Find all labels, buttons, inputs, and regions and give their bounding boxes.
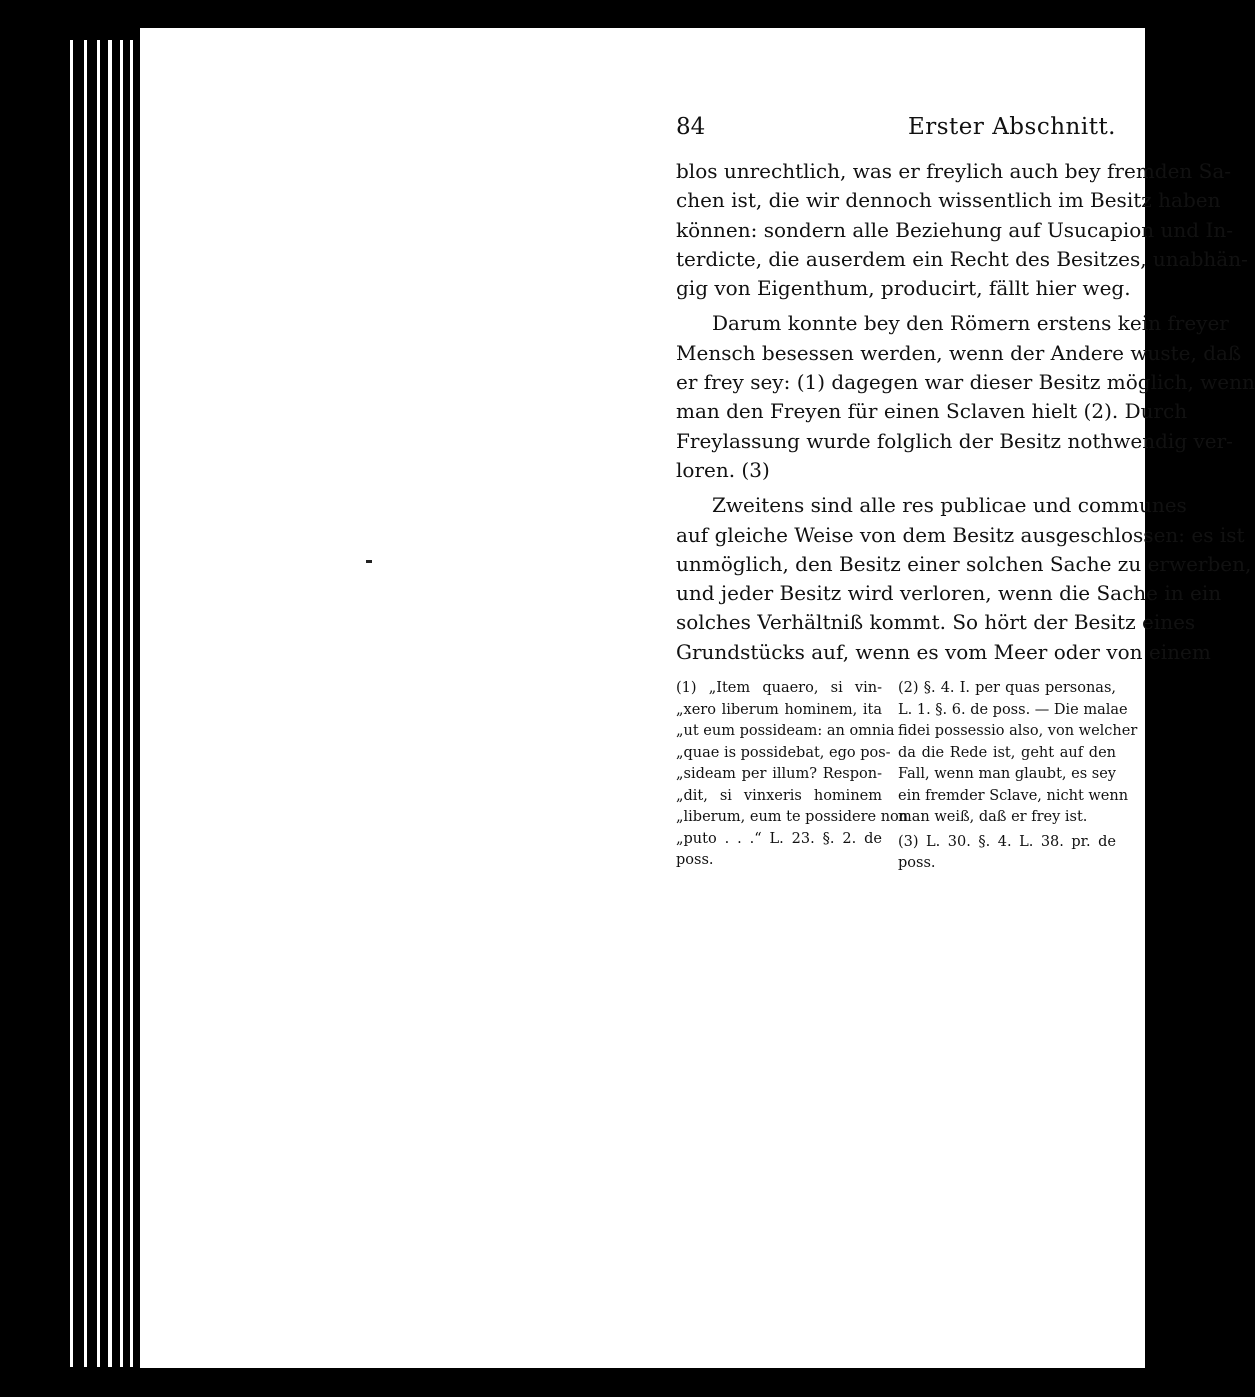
footnote [898, 832, 1116, 875]
page-edge [120, 40, 123, 1367]
running-head: Erster Abschnitt. [907, 114, 1116, 140]
footnote-line: man weiß, daß er frey ist. [898, 809, 1088, 825]
text-line: er frey sey: (1) dagegen war dieser Besitz möglich, wenn [676, 370, 1255, 395]
footnote-line: (3) L. 30. §. 4. L. 38. pr. de [898, 833, 1116, 850]
text-line: terdicte, die auserdem ein Recht des Besitzes, unabhän- [676, 246, 1248, 271]
text-line: gig von Eigenthum, producirt, fällt hier weg. [676, 276, 1131, 301]
text-line: Mensch besessen werden, wenn der Andere wuste, daß [676, 340, 1242, 365]
page-header [676, 114, 1116, 148]
text-line: solches Verhältniß kommt. So hört der Besitz eines [676, 610, 1196, 635]
page-edge [108, 40, 112, 1367]
text-line: blos unrechtlich, was er freylich auch bey fremden Sa- [676, 159, 1232, 183]
footnotes-right-column [898, 678, 1138, 875]
footnote-line: poss. [676, 852, 714, 868]
ink-speck [366, 560, 372, 563]
footnote-line: ein fremder Sclave, nicht wenn [898, 787, 1129, 804]
text-line: Zweitens sind alle res publicae und communes [712, 493, 1187, 518]
footnote-line: „liberum, eum te possidere non [676, 809, 909, 825]
page-edge [70, 40, 73, 1367]
footnotes-left-column [676, 678, 909, 872]
text-line: und jeder Besitz wird verloren, wenn die Sache in ein [676, 581, 1222, 606]
paragraph [676, 309, 1255, 485]
footnote-line: da die Rede ist, geht auf den [898, 744, 1116, 761]
body-text [676, 157, 1255, 667]
paragraph [676, 491, 1252, 667]
footnote-line: „quae is possidebat, ego pos- [676, 744, 891, 761]
text-line: man den Freyen für einen Sclaven hielt (2). Durch [676, 399, 1188, 424]
page-edge [84, 40, 87, 1367]
footnote-line: „xero liberum hominem, ita [676, 701, 882, 718]
text-line: loren. (3) [676, 457, 770, 482]
footnote-line: Fall, wenn man glaubt, es sey [898, 766, 1116, 782]
text-line: Grundstücks auf, wenn es vom Meer oder von einem [676, 639, 1211, 664]
text-line: unmöglich, den Besitz einer solchen Sache zu erwerben, [676, 551, 1252, 576]
footnote-line: „puto . . .“ L. 23. §. 2. de [676, 830, 882, 847]
page-edge [97, 40, 100, 1367]
text-line: Freylassung wurde folglich der Besitz nothwendig ver- [676, 428, 1233, 453]
footnote-line: L. 1. §. 6. de poss. — Die malae [898, 701, 1128, 718]
text-line: Darum konnte bey den Römern erstens kein freyer [712, 311, 1229, 336]
footnote-line: „ut eum possideam: an omnia [676, 723, 895, 739]
paragraph [676, 157, 1248, 303]
footnote-line: (1) „Item quaero, si vin- [676, 680, 882, 696]
page-edge [130, 40, 133, 1367]
footnote-line: fidei possessio also, von welcher [898, 723, 1138, 739]
text-line: auf gleiche Weise von dem Besitz ausgeschlossen: es ist [676, 522, 1245, 547]
page-number: 84 [676, 114, 706, 140]
footnote-line: „sideam per illum? Respon- [676, 766, 882, 782]
footnote-line: „dit, si vinxeris hominem [676, 787, 882, 804]
footnote [676, 678, 909, 872]
footnote [898, 678, 1138, 829]
text-line: können: sondern alle Beziehung auf Usucapion und In- [676, 217, 1234, 242]
footnote-line: poss. [898, 855, 936, 871]
text-line: chen ist, die wir dennoch wissentlich im Besitz haben [676, 188, 1221, 213]
footnote-line: (2) §. 4. I. per quas personas, [898, 680, 1116, 696]
